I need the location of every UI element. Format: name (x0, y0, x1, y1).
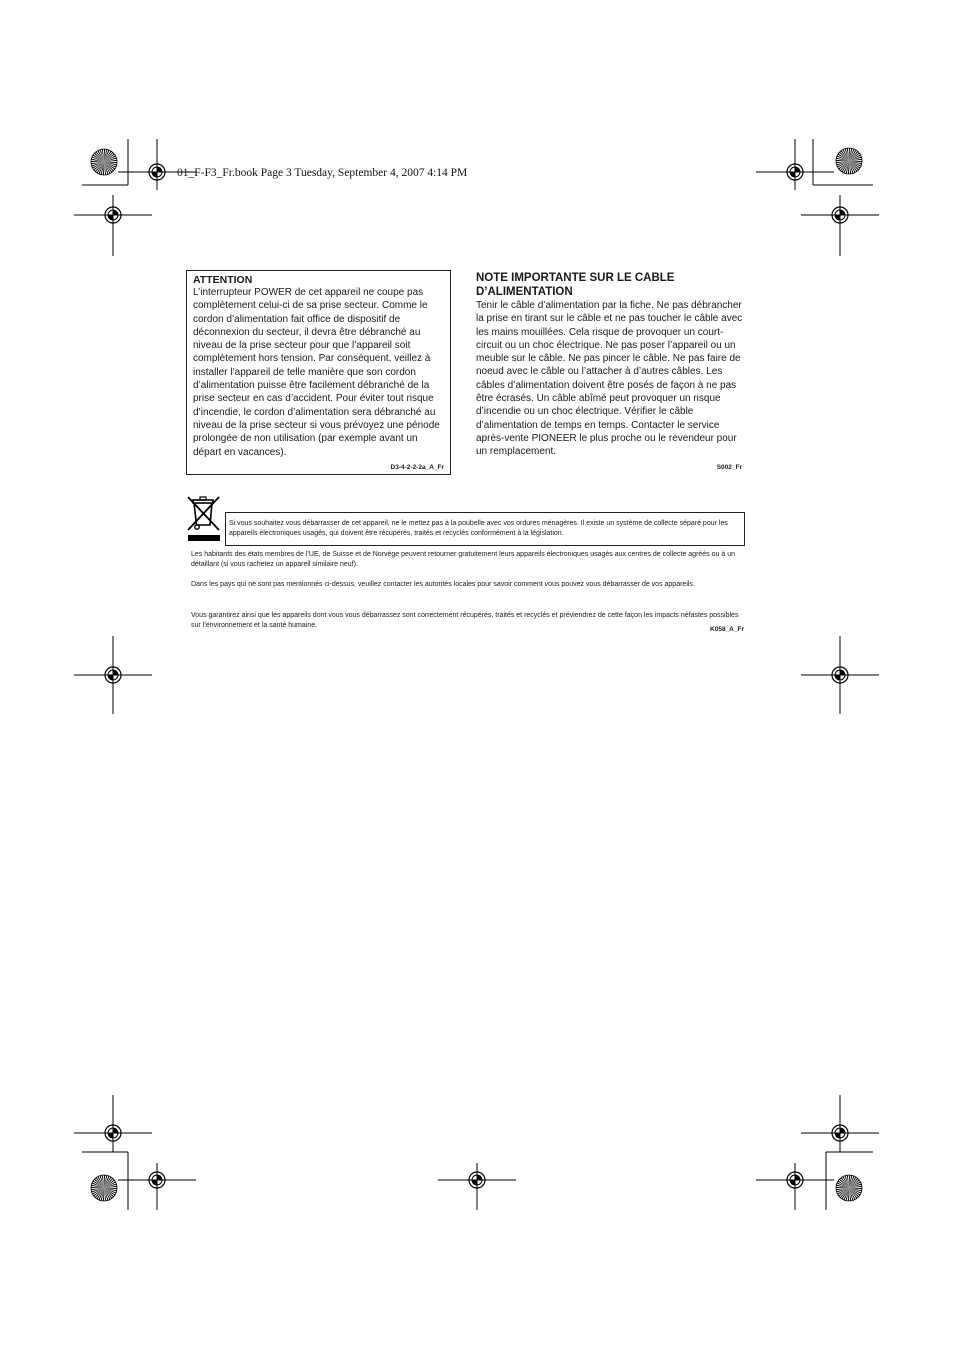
star-target-icon (91, 1175, 117, 1201)
weee-paragraph-1: Les habitants des états membres de l’UE, de Suisse et de Norvège peuvent retourner gratuitement leurs appareils électroniques usagés aux centres de collecte agréés ou à un détaillant (si vous rachetez un appareil similaire neuf). (191, 551, 735, 568)
attention-body: L’interrupteur POWER de cet appareil ne coupe pas complètement celui-ci de sa prise secteur. Comme le cordon d’alimentation fait office de dispositif de déconnexion du secteur, il devra être débranché au niveau de la prise secteur pour que l’appareil soit complètement hors tension. Par conséquent, veillez à installer l’appareil de telle manière que son cordon d’alimentation puisse être facilement débranché de la prise secteur en cas d’accident. Pour éviter tout risque d’incendie, le cordon d’alimentation sera débranché au niveau de la prise secteur si vous prévoyez une période prolongée de non utilisation (par exemple avant un départ en vacances). (193, 287, 440, 458)
note-title: NOTE IMPORTANTE SUR LE CABLE D’ALIMENTATION (476, 272, 675, 298)
star-target-icon (836, 1175, 862, 1201)
star-target-icon (91, 149, 117, 175)
book-header-line: 01_F-F3_Fr.book Page 3 Tuesday, September 4, 2007 4:14 PM (177, 167, 468, 179)
weee-paragraph-3: Vous garantirez ainsi que les appareils dont vous vous débarrassez sont correctement récupérés, traités et recyclés et préviendrez de cette façon les impacts néfastes possibles sur l’environnement et la santé humaine. (191, 612, 739, 629)
attention-code: D3-4-2-2-2a_A_Fr (390, 464, 444, 471)
crossed-out-wheelie-bin-icon (186, 494, 222, 542)
note-code: S002_Fr (716, 464, 742, 471)
star-target-icon (836, 148, 862, 174)
weee-paragraph-2: Dans les pays qui ne sont pas mentionnés ci-dessus, veuillez contacter les autorités locales pour savoir comment vous pouvez vous débarrasser de vos appareils. (191, 581, 695, 588)
weee-code: K058_A_Fr (710, 626, 744, 633)
note-body: Tenir le câble d’alimentation par la fiche. Ne pas débrancher la prise en tirant sur le câble et ne pas toucher le câble avec les mains mouillées. Cela risque de provoquer un court-circuit ou un choc électrique. Ne pas poser l’appareil ou un meuble sur le câble. Ne pas pincer le câble. Ne pas faire de noeud avec le câble ou l’attacher à d’autres câbles. Les câbles d’alimentation doivent être posés de façon à ne pas être écrasés. Un câble abîmé peut provoquer un risque d’incendie ou un choc électrique. Vérifier le câble d’alimentation de temps en temps. Contacter le service après-vente PIONEER le plus proche ou le revendeur pour un remplacement. (476, 300, 743, 458)
attention-title: ATTENTION (193, 274, 253, 286)
weee-boxed-text: Si vous souhaitez vous débarrasser de cet appareil, ne le mettez pas à la poubelle avec vos ordures ménagères. Il existe un système de collecte séparé pour les appareils électroniques usagés, qui doivent être récupérés, traités et recyclés conformément à la législation. (229, 520, 728, 537)
